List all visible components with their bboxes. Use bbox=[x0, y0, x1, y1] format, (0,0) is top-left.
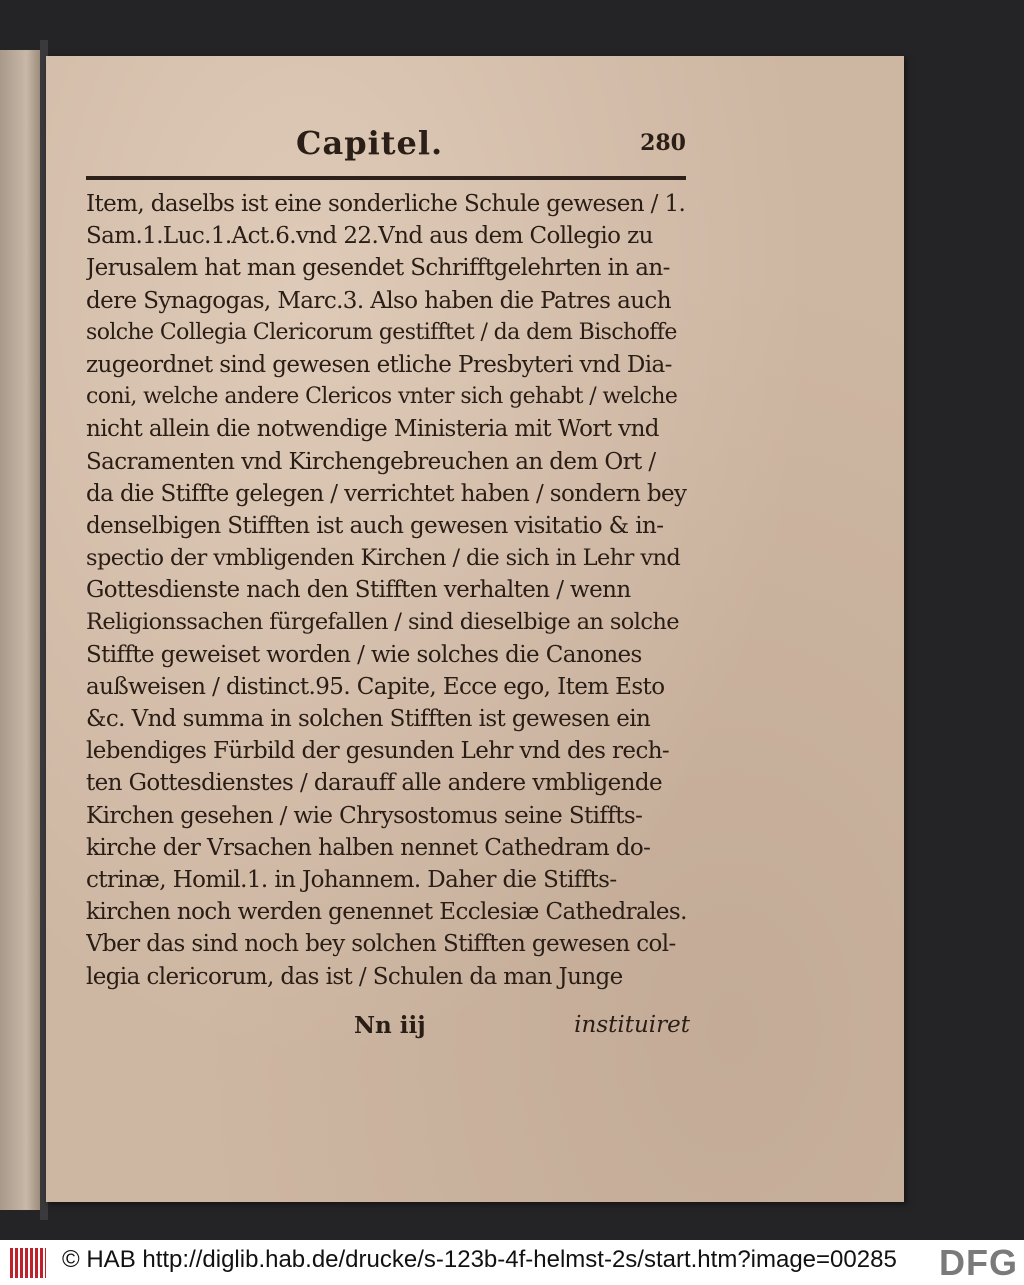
text-line: Sacramenten vnd Kirchengebreuchen an dem Ort / bbox=[86, 448, 656, 475]
text-line: &c. Vnd summa in solchen Stifften ist gewesen ein bbox=[86, 706, 651, 732]
hab-logo-icon bbox=[10, 1248, 46, 1278]
text-line: lebendiges Fürbild der gesunden Lehr vnd des rech- bbox=[86, 738, 670, 765]
text-line: kirchen noch werden genennet Ecclesiæ Cathedrales. bbox=[86, 899, 687, 926]
page-number: 280 bbox=[640, 130, 686, 156]
text-line: kirche der Vrsachen halben nennet Cathedram do- bbox=[86, 834, 651, 861]
text-line: nicht allein die notwendige Ministeria mit Wort vnd bbox=[86, 416, 659, 443]
text-line: Stiffte geweiset worden / wie solches die Canones bbox=[86, 641, 642, 668]
page-foot bbox=[86, 1012, 690, 1048]
text-line: ten Gottesdienstes / darauff alle andere vmbligende bbox=[86, 770, 662, 797]
catchword: instituiret bbox=[574, 1012, 690, 1038]
text-line: außweisen / distinct.95. Capite, Ecce ego, Item Esto bbox=[86, 673, 665, 700]
viewer-footer bbox=[0, 1240, 1024, 1285]
text-line: spectio der vmbligenden Kirchen / die sich in Lehr vnd bbox=[86, 545, 681, 572]
facing-page-edge bbox=[0, 50, 44, 1210]
text-line: zugeordnet sind gewesen etliche Presbyteri vnd Dia- bbox=[86, 351, 672, 378]
text-line: legia clericorum, das ist / Schulen da man Junge bbox=[86, 963, 623, 990]
text-line: solche Collegia Clericorum gestifftet / da dem Bischoffe bbox=[86, 319, 677, 345]
text-line: Gottesdienste nach den Stifften verhalten / wenn bbox=[86, 577, 631, 604]
page-header bbox=[296, 120, 686, 172]
dfg-logo: DFG bbox=[939, 1242, 1018, 1283]
body-text bbox=[86, 188, 690, 993]
text-line: ctrinæ, Homil.1. in Johannem. Daher die Stiffts- bbox=[86, 866, 617, 893]
signature-mark: Nn iij bbox=[354, 1012, 426, 1039]
text-line: dere Synagogas, Marc.3. Also haben die Patres auch bbox=[86, 287, 671, 314]
header-rule bbox=[86, 176, 686, 180]
text-line: Item, daselbs ist eine sonderliche Schule gewesen / 1. bbox=[86, 191, 686, 217]
text-line: da die Stiffte gelegen / verrichtet haben / sondern bey bbox=[86, 480, 687, 507]
running-head: Capitel. bbox=[296, 124, 444, 162]
text-line: denselbigen Stifften ist auch gewesen visitatio & in- bbox=[86, 512, 664, 539]
text-line: Religionssachen fürgefallen / sind dieselbige an solche bbox=[86, 609, 679, 636]
text-line: Sam.1.Luc.1.Act.6.vnd 22.Vnd aus dem Collegio zu bbox=[86, 223, 653, 250]
footer-url[interactable]: © HAB http://diglib.hab.de/drucke/s-123b-4f-helmst-2s/start.htm?image=00285 bbox=[62, 1246, 897, 1273]
text-line: coni, welche andere Clericos vnter sich gehabt / welche bbox=[86, 384, 678, 410]
text-line: Kirchen gesehen / wie Chrysostomus seine Stiffts- bbox=[86, 802, 643, 829]
text-line: Jerusalem hat man gesendet Schrifftgelehrten in an- bbox=[86, 255, 670, 282]
text-line: Vber das sind noch bey solchen Stifften gewesen col- bbox=[86, 931, 676, 958]
